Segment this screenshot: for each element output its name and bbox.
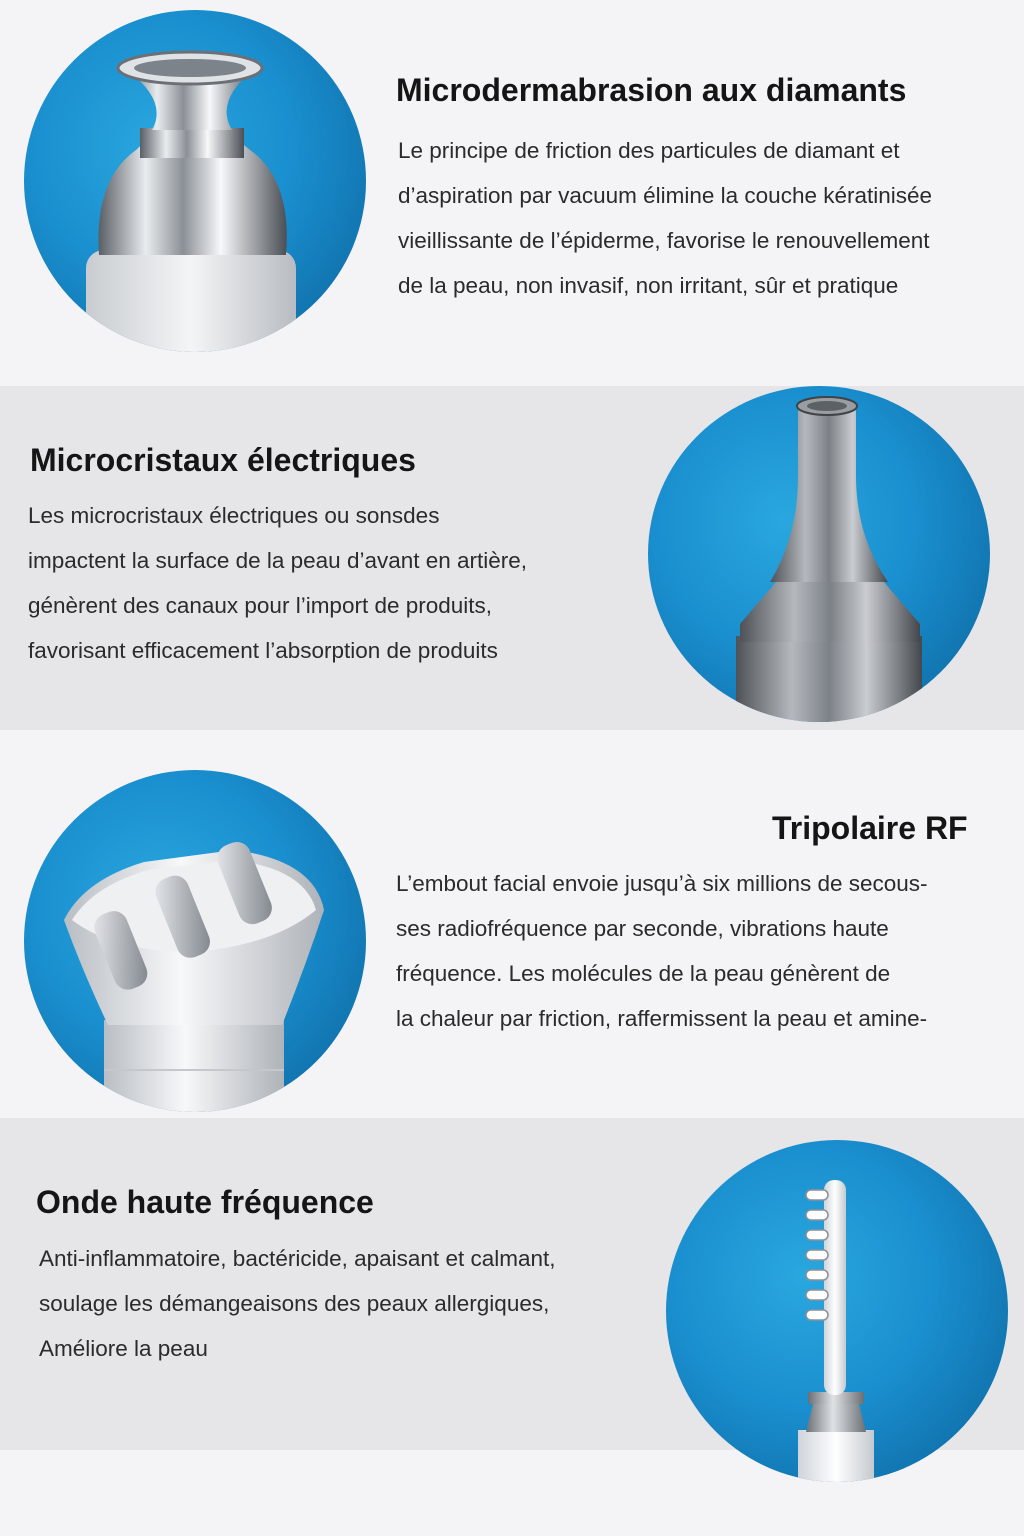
description-line: ses radiofréquence par seconde, vibrations haute bbox=[396, 916, 889, 941]
description-line: Les microcristaux électriques ou sonsdes bbox=[28, 503, 440, 528]
description-line: Le principe de friction des particules de diamant et bbox=[398, 138, 900, 163]
description-line: impactent la surface de la peau d’avant en artière, bbox=[28, 548, 528, 573]
section-description bbox=[398, 128, 932, 308]
section-title: Microcristaux électriques bbox=[30, 442, 416, 478]
feature-section-high-frequency bbox=[0, 1118, 1024, 1536]
description-line: la chaleur par friction, raffermissent la peau et amine- bbox=[396, 1006, 928, 1031]
diamond-head-icon bbox=[24, 10, 366, 352]
section-title: Onde haute fréquence bbox=[36, 1184, 374, 1220]
description-line: d’aspiration par vacuum élimine la couche kératinisée bbox=[398, 183, 933, 208]
nano-probe-icon bbox=[648, 386, 990, 722]
description-line: favorisant efficacement l’absorption de produits bbox=[28, 638, 498, 663]
diamond-head-image bbox=[24, 10, 366, 352]
section-title: Microdermabrasion aux diamants bbox=[396, 72, 907, 108]
section-title: Tripolaire RF bbox=[772, 810, 968, 846]
description-line: Anti-inflammatoire, bactéricide, apaisant et calmant, bbox=[39, 1246, 556, 1271]
description-line: Améliore la peau bbox=[39, 1336, 208, 1361]
nano-probe-image bbox=[648, 386, 990, 722]
high-frequency-comb-icon bbox=[666, 1140, 1008, 1482]
high-frequency-image bbox=[666, 1140, 1008, 1482]
feature-section-diamond bbox=[0, 0, 1024, 386]
section-description bbox=[396, 861, 928, 1041]
description-line: de la peau, non invasif, non irritant, sûr et pratique bbox=[398, 273, 899, 298]
description-line: soulage les démangeaisons des peaux allergiques, bbox=[39, 1291, 550, 1316]
feature-section-microcrystals bbox=[0, 386, 1024, 730]
description-line: L’embout facial envoie jusqu’à six millions de secous- bbox=[396, 871, 928, 896]
section-description bbox=[28, 493, 527, 673]
description-line: génèrent des canaux pour l’import de produits, bbox=[28, 593, 493, 618]
tripolar-rf-icon bbox=[24, 770, 366, 1112]
tripolar-rf-image bbox=[24, 770, 366, 1112]
description-line: fréquence. Les molécules de la peau génèrent de bbox=[396, 961, 891, 986]
feature-section-tripolar-rf bbox=[0, 730, 1024, 1118]
description-line: vieillissante de l’épiderme, favorise le renouvellement bbox=[398, 228, 930, 253]
section-description bbox=[39, 1236, 556, 1371]
